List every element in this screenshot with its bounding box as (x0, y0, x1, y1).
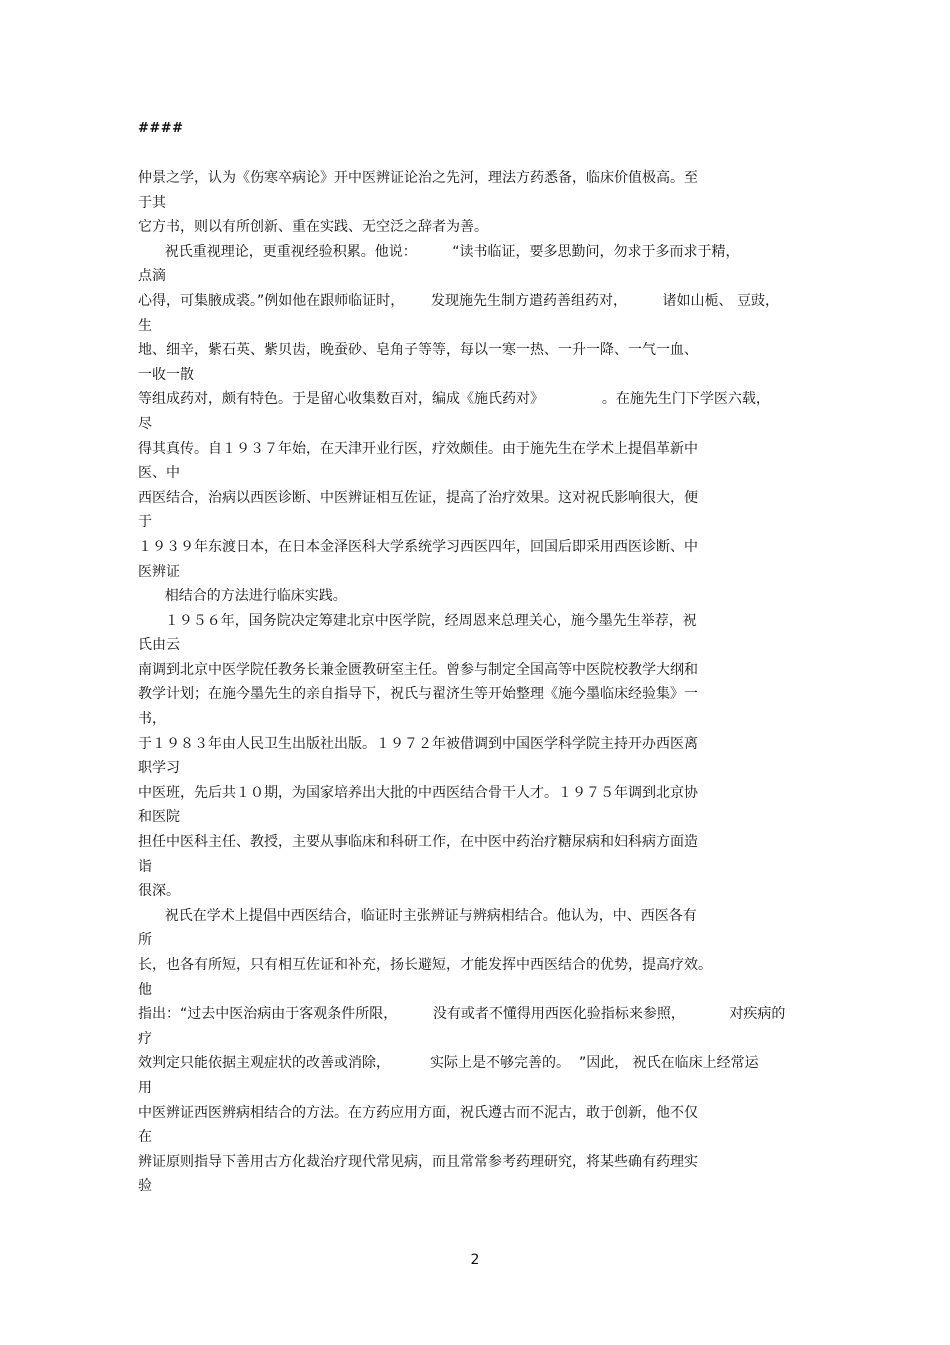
text-line: 长，也各有所短，只有相互佐证和补充，扬长避短，才能发挥中西医结合的优势，提高疗效。 (138, 957, 712, 973)
text-line: 于１９８３年由人民卫生出版社出版。１９７２年被借调到中国医学科学院主持开办西医离 (138, 735, 698, 752)
text-line: 教学计划；在施今墨先生的亲自指导下，祝氏与翟济生等开始整理《施今墨临床经验集》一 (138, 686, 698, 703)
text-line: 等组成药对，颇有特色。于是留心收集数百对，编成《施氏药对》 。在施先生门下学医六载， (138, 391, 770, 408)
text-line: 效判定只能依据主观症状的改善或消除， 实际上是不够完善的。 ”因此， 祝氏在临床上经常运 (138, 1055, 759, 1072)
text-line: 南调到北京中医学院任教务长兼金匮教研室主任。曾参与制定全国高等中医院校教学大纲和 (138, 661, 698, 678)
text-line: 点滴 (138, 268, 166, 285)
text-line: 担任中医科主任、教授，主要从事临床和科研工作，在中医中药治疗糖尿病和妇科病方面造 (138, 834, 698, 851)
text-line: 诣 (138, 858, 152, 875)
text-line: 地、细辛，紫石英、紫贝齿，晚蚕砂、皂角子等等，每以一寒一热、一升一降、一气一血、 (138, 342, 698, 359)
text-line: 祝氏在学术上提倡中西医结合，临证时主张辨证与辨病相结合。他认为，中、西医各有 (138, 907, 697, 924)
text-line: 于 (138, 514, 152, 531)
text-line: 它方书，则以有所创新、重在实践、无空泛之辞者为善。 (138, 219, 488, 236)
text-line: 一收一散 (138, 366, 194, 383)
text-line: 祝氏重视理论，更重视经验积累。他说： “读书临证，要多思勤问，勿求于多而求于精， (138, 243, 740, 260)
text-line: 于其 (138, 194, 166, 211)
text-line: 医辨证 (138, 563, 180, 580)
body-text (138, 166, 818, 1199)
text-line: 书， (138, 711, 166, 728)
text-line: １９３９年东渡日本，在日本金泽医科大学系统学习西医四年，回国后即采用西医诊断、中 (138, 538, 698, 555)
text-line: 用 (138, 1079, 152, 1096)
text-line: 相结合的方法进行临床实践。 (138, 588, 347, 605)
text-line: 指出：“过去中医治病由于客观条件所限， 没有或者不懂得用西医化验指标来参照， 对疾病的 (138, 1006, 786, 1023)
text-line: 医、中 (138, 465, 180, 482)
text-line: 西医结合，治病以西医诊断、中医辨证相互佐证，提高了治疗效果。这对祝氏影响很大，便 (138, 489, 698, 506)
text-line: 和医院 (138, 809, 180, 826)
text-line: １９５６年，国务院决定筹建北京中医学院，经周恩来总理关心，施今墨先生举荐，祝 (138, 612, 697, 629)
text-line: 中医班，先后共１０期，为国家培养出大批的中西医结合骨干人才。１９７５年调到北京协 (138, 784, 698, 801)
text-line: 辨证原则指导下善用古方化裁治疗现代常见病，而且常常参考药理研究，将某些确有药理实 (138, 1153, 698, 1170)
text-line: 生 (138, 317, 152, 334)
text-line: 所 (138, 932, 152, 949)
text-line: 很深。 (138, 883, 180, 900)
text-line: 他 (138, 981, 152, 998)
text-line: 得其真传。自１９３７年始，在天津开业行医，疗效颇佳。由于施先生在学术上提倡革新中 (138, 440, 698, 457)
text-line: 尽 (138, 415, 152, 432)
text-line: 验 (138, 1178, 152, 1195)
text-line: 中医辨证西医辨病相结合的方法。在方药应用方面，祝氏遵古而不泥古，敢于创新，他不仅 (138, 1104, 698, 1121)
text-line: 氏由云 (138, 637, 180, 654)
text-line: 在 (138, 1129, 152, 1146)
text-line: 心得，可集腋成裘。”例如他在跟师临证时， 发现施先生制方遣药善组药对， 诸如山栀、 豆豉， (138, 292, 780, 309)
text-line: 职学习 (138, 760, 180, 777)
header-mark: #### (138, 121, 184, 136)
text-line: 疗 (138, 1030, 152, 1047)
text-line: 仲景之学，认为《伤寒卒病论》开中医辨证论治之先河，理法方药悉备，临床价值极高。至 (138, 170, 698, 186)
page-number: 2 (470, 1252, 480, 1268)
